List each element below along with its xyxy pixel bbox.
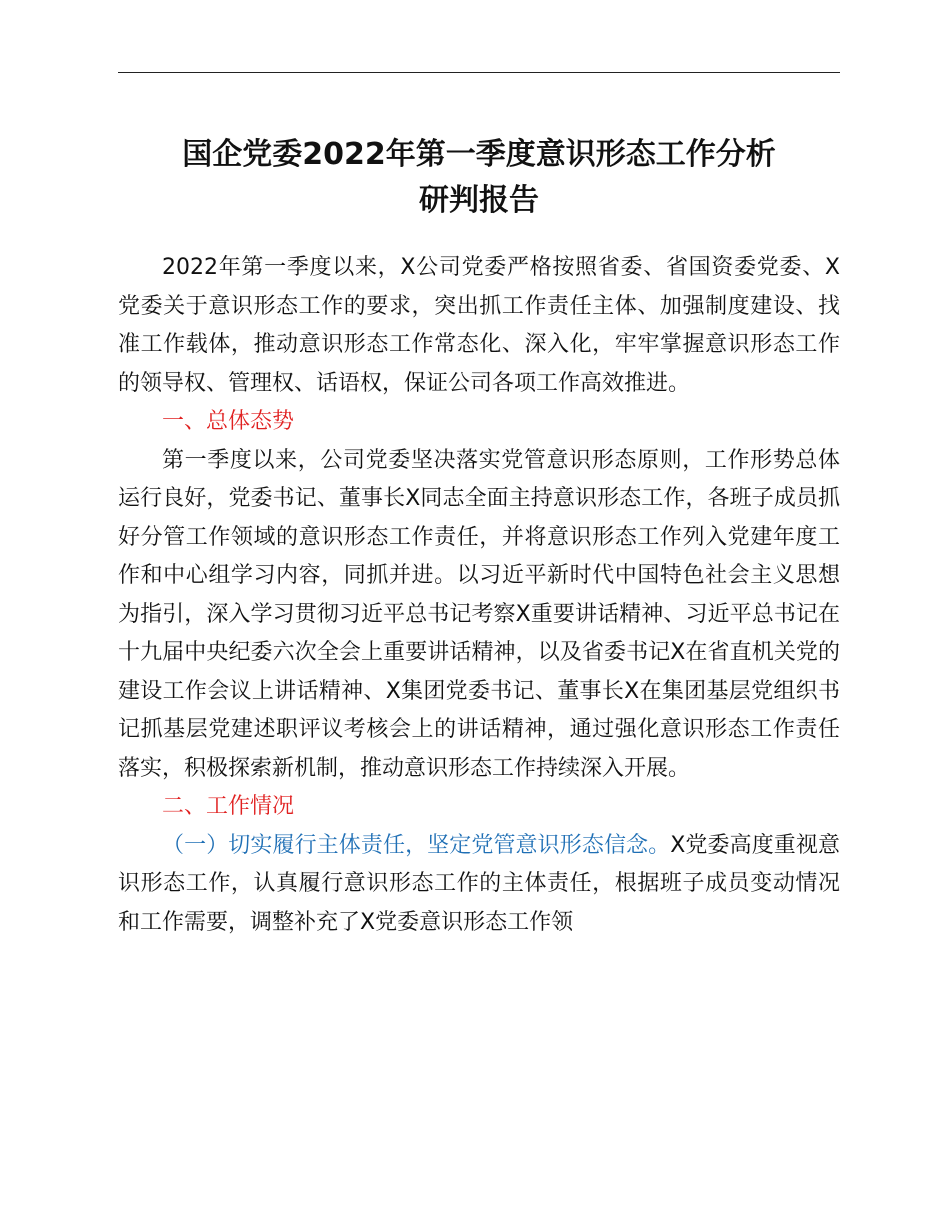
section-1-heading: 一、总体态势 xyxy=(162,409,295,434)
document-body xyxy=(118,249,840,942)
document-title xyxy=(118,132,840,224)
section-2-sub-1-heading: （一）切实履行主体责任，坚定党管意识形态信念。 xyxy=(162,832,671,858)
section-2-sub-1-paragraph xyxy=(118,827,840,943)
section-1-paragraph: 第一季度以来，公司党委坚决落实党管意识形态原则，工作形势总体运行良好，党委书记、董事长X同志全面主持意识形态工作，各班子成员抓好分管工作领域的意识形态工作责任，并将意识形态工作列入党建年度工作和中心组学习内容，同抓并进。以习近平新时代中国特色社会主义思想为指引，深入学习贯彻习近平总书记考察X重要讲话精神、习近平总书记在十九届中央纪委六次全会上重要讲话精神，以及省委书记X在省直机关党的建设工作会议上讲话精神、X集团党委书记、董事长X在集团基层党组织书记抓基层党建述职评议考核会上的讲话精神，通过强化意识形态工作责任落实，积极探索新机制，推动意识形态工作持续深入开展。 xyxy=(118,447,840,781)
section-2-sub-1-body: X党委高度重视意识形态工作，认真履行意识形态工作的主体责任，根据班子成员变动情况和工作需要，调整补充了X党委意识形态工作领 xyxy=(118,832,840,935)
intro-paragraph: 2022年第一季度以来，X公司党委严格按照省委、省国资委党委、X党委关于意识形态工作的要求，突出抓工作责任主体、加强制度建设、找准工作载体，推动意识形态工作常态化、深入化，牢牢掌握意识形态工作的领导权、管理权、话语权，保证公司各项工作高效推进。 xyxy=(118,255,840,396)
title-line-1: 国企党委2022年第一季度意识形态工作分析 xyxy=(182,137,776,172)
title-line-2: 研判报告 xyxy=(419,183,539,218)
section-2-heading: 二、工作情况 xyxy=(162,794,295,819)
header-rule xyxy=(118,72,840,73)
